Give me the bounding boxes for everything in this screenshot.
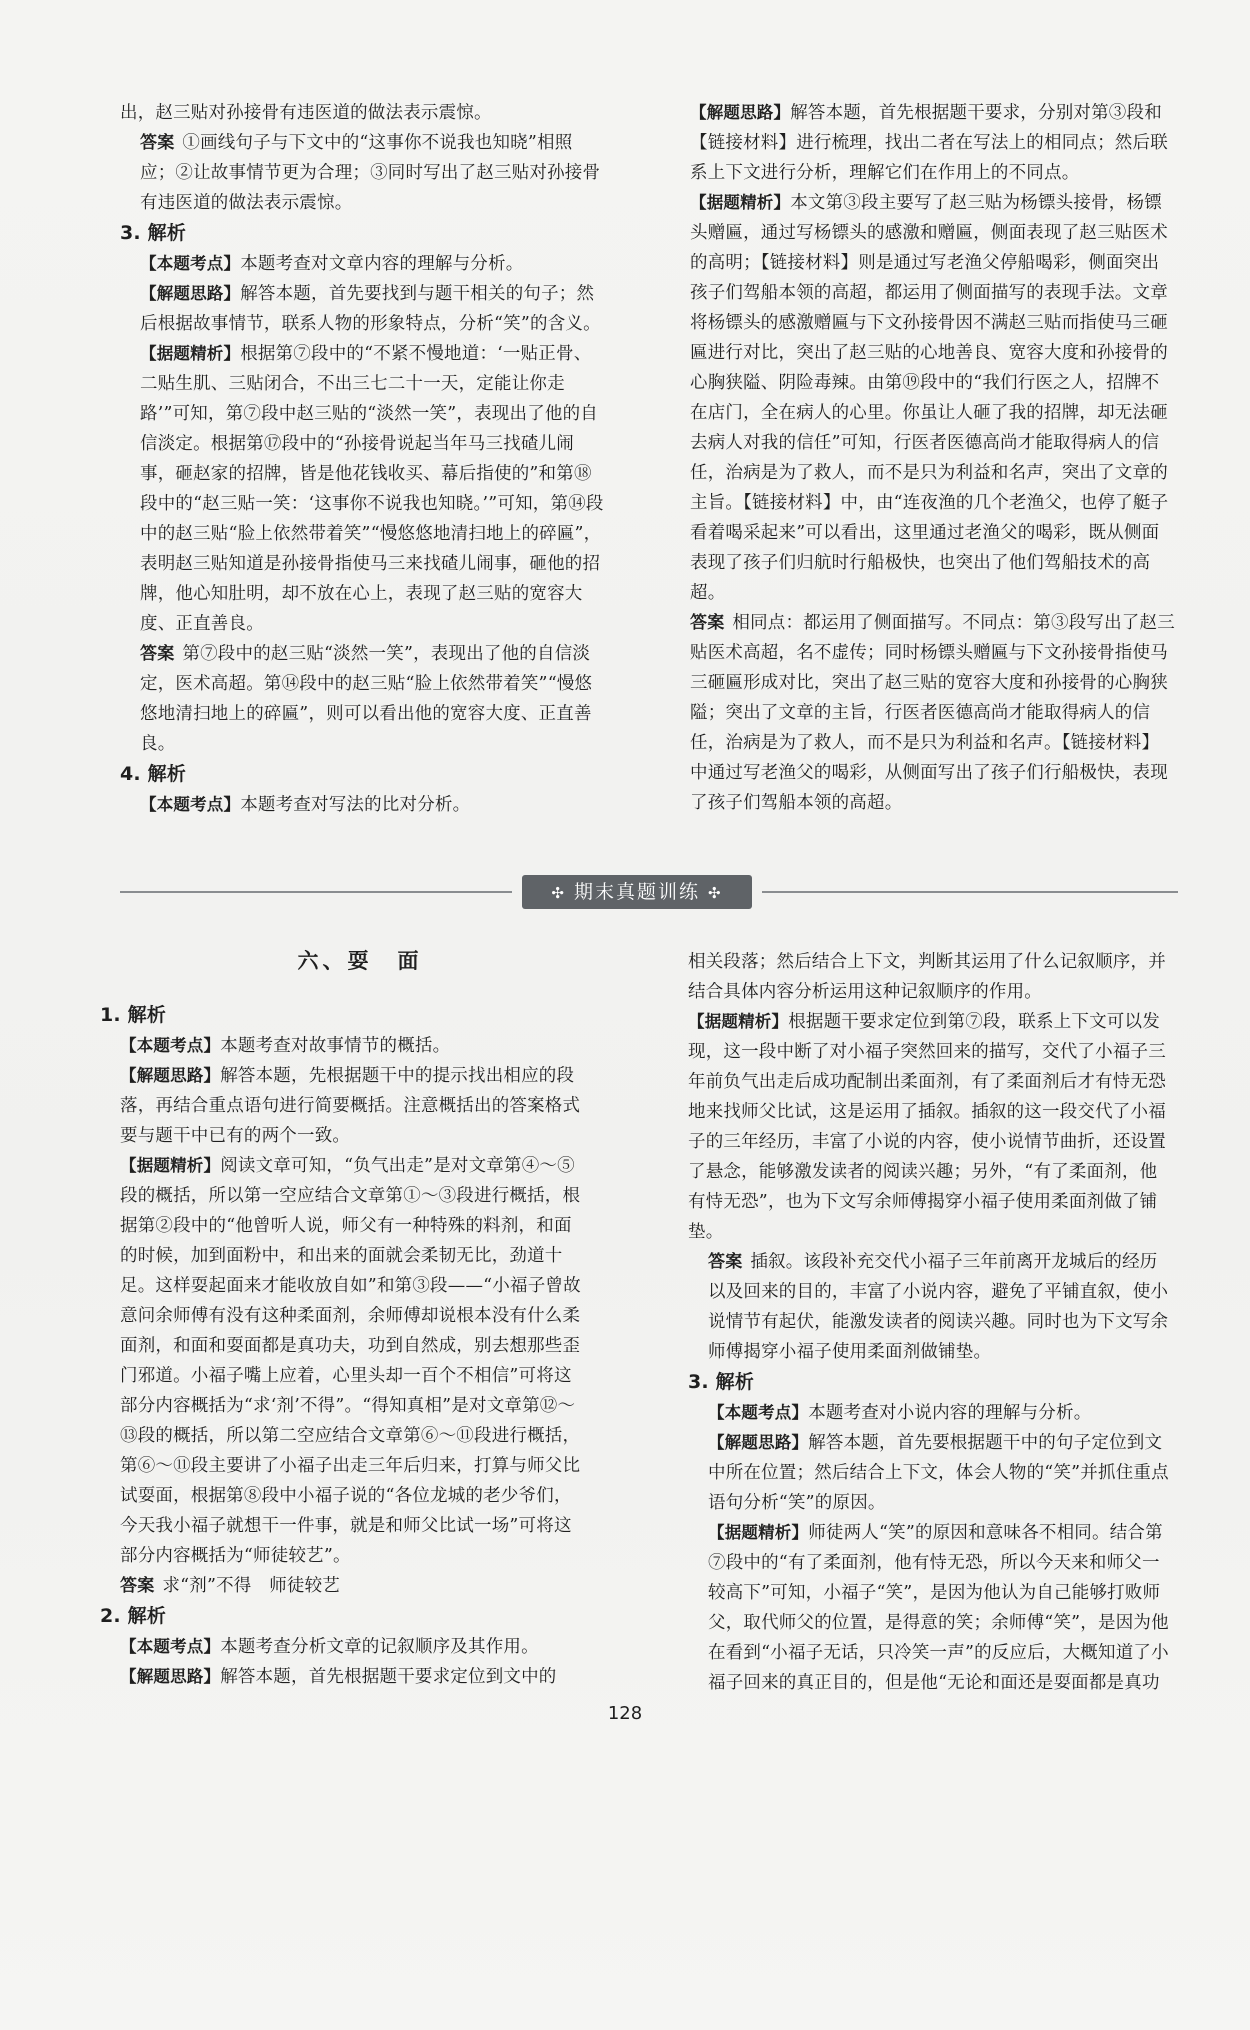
- jingxi-text: 本文第③段主要写了赵三贴为杨镖头接骨，杨镖头赠匾，通过写杨镖头的感激和赠匾，侧面表现了赵三贴医术的高明；【链接材料】则是通过写老渔父停船喝彩，侧面突出孩子们驾船本领的高超，都运用了侧面描写的表现手法。文章将杨镖头的感激赠匾与下文孙接骨因不满赵三贴而指使马三砸匾进行对比，突出了赵三贴的心地善良、宽容大度和孙接骨的心胸狭隘、阴险毒辣。由第⑲段中的“我们行医之人，招牌不在店门，全在病人的心里。你虽让人砸了我的招牌，却无法砸去病人对我的信任”可知，行医者医德高尚才能取得病人的信任，治病是为了救人，而不是只为利益和名声，突出了文章的主旨。【链接材料】中，由“连夜渔的几个老渔父，也停了艇子看着喝采起来”可以看出，这里通过老渔父的喝彩，既从侧面表现了孩子们归航时行船极快，也突出了他们驾船技术的高超。: [690, 193, 1169, 603]
- jingxi-block: [120, 339, 606, 639]
- kaodian-block: [100, 1632, 586, 1662]
- answer-text: ①画线句子与下文中的“这事你不说我也知晓”相照应；②让故事情节更为合理；③同时写出了赵三贴对孙接骨有违医道的做法表示震惊。: [140, 133, 601, 213]
- silu-text: 解答本题，首先要找到与题干相关的句子；然后根据故事情节，联系人物的形象特点，分析“笑”的含义。: [140, 284, 601, 334]
- silu-text: 解答本题，先根据题干中的提示找出相应的段落，再结合重点语句进行简要概括。注意概括出的答案格式要与题干中已有的两个一致。: [120, 1066, 581, 1146]
- answer-block: [688, 1247, 1174, 1367]
- silu-block: [120, 279, 606, 339]
- kaodian-block: [100, 1031, 586, 1061]
- answer-label: 答案: [120, 1576, 155, 1596]
- page-number: 128: [607, 1703, 643, 1724]
- jingxi-block: [100, 1151, 586, 1571]
- jingxi-tag: 【据题精析】: [708, 1523, 809, 1542]
- silu-tag: 【解题思路】: [708, 1433, 809, 1452]
- kaodian-text: 本题考查对文章内容的理解与分析。: [240, 254, 524, 274]
- answer-label: 答案: [140, 644, 175, 664]
- banner-label: 期末真题训练: [573, 881, 700, 903]
- jingxi-text: 师徒两人“笑”的原因和意味各不相同。结合第⑦段中的“有了柔面剂，他有恃无恐，所以今天来和师父一较高下”可知，小福子“笑”，是因为他认为自己能够打败师父，取代师父的位置，是得意的笑；余师傅“笑”，是因为他在看到“小福子无话，只冷笑一声”的反应后，大概知道了小福子回来的真正目的，但是他“无论和面还是耍面都是真功: [708, 1523, 1169, 1693]
- sparkle-icon: ✣: [551, 884, 566, 902]
- kaodian-text: 本题考查对故事情节的概括。: [220, 1036, 451, 1056]
- question-heading: 1. 解析: [100, 1004, 167, 1026]
- answer-label: 答案: [708, 1252, 743, 1272]
- jingxi-tag: 【据题精析】: [140, 344, 241, 363]
- top-right-column: [690, 98, 1176, 818]
- kaodian-tag: 【本题考点】: [708, 1403, 809, 1422]
- banner-rule-left: [120, 891, 512, 893]
- kaodian-text: 本题考查对写法的比对分析。: [240, 795, 471, 815]
- sparkle-icon: ✣: [708, 884, 723, 902]
- kaodian-tag: 【本题考点】: [120, 1036, 221, 1055]
- bottom-left-column: [100, 1000, 586, 1692]
- kaodian-text: 本题考查分析文章的记叙顺序及其作用。: [220, 1637, 539, 1657]
- silu-block: [100, 1662, 586, 1692]
- jingxi-block: [688, 1518, 1174, 1698]
- silu-block: [100, 1061, 586, 1151]
- top-left-column: [120, 98, 606, 820]
- jingxi-tag: 【据题精析】: [120, 1156, 221, 1175]
- silu-text: 解答本题，首先根据题干要求定位到文中的: [220, 1667, 557, 1687]
- jingxi-text: 阅读文章可知，“负气出走”是对文章第④～⑤段的概括，所以第一空应结合文章第①～③段进行概括，根据第②段中的“他曾听人说，师父有一种特殊的料剂，和面的时候，加到面粉中，和出来的面就会柔韧无比，劲道十足。这样耍起面来才能收放自如”和第③段——“小福子曾故意问余师傅有没有这种柔面剂，余师傅却说根本没有什么柔面剂，和面和耍面都是真功夫，功到自然成，别去想那些歪门邪道。小福子嘴上应着，心里头却一百个不相信”可将这部分内容概括为“求‘剂’不得”。“得知真相”是对文章第⑫～⑬段的概括，所以第二空应结合文章第⑥～⑪段进行概括，第⑥～⑪段主要讲了小福子出走三年后归来，打算与师父比试耍面，根据第⑧段中小福子说的“各位龙城的老少爷们，今天我小福子就想干一件事，就是和师父比试一场”可将这部分内容概括为“师徒较艺”。: [120, 1156, 581, 1566]
- answer-label: 答案: [690, 613, 725, 633]
- section-title: 六、耍 面: [297, 948, 423, 973]
- silu-block: [688, 1428, 1174, 1518]
- question-heading: 4. 解析: [120, 763, 187, 785]
- continuation-line: 出，赵三贴对孙接骨有违医道的做法表示震惊。: [120, 103, 492, 123]
- silu-tag: 【解题思路】: [120, 1667, 221, 1686]
- answer-block: [120, 128, 606, 218]
- silu-text: 解答本题，首先根据题干要求，分别对第③段和【链接材料】进行梳理，找出二者在写法上的相同点；然后联系上下文进行分析，理解它们在作用上的不同点。: [690, 103, 1168, 183]
- kaodian-tag: 【本题考点】: [120, 1637, 221, 1656]
- jingxi-block: [690, 188, 1176, 608]
- answer-label: 答案: [140, 133, 175, 153]
- question-heading: 2. 解析: [100, 1605, 167, 1627]
- answer-block: [690, 608, 1176, 818]
- kaodian-block: [120, 790, 606, 820]
- jingxi-tag: 【据题精析】: [690, 193, 791, 212]
- answer-block: [120, 639, 606, 759]
- question-heading: 3. 解析: [688, 1371, 755, 1393]
- jingxi-text: 根据第⑦段中的“不紧不慢地道：‘一贴正骨、二贴生肌、三贴闭合，不出三七二十一天，定能让你走路’”可知，第⑦段中赵三贴的“淡然一笑”，表现出了他的自信淡定。根据第⑰段中的“孙接骨说起当年马三找碴儿闹事，砸赵家的招牌，皆是他花钱收买、幕后指使的”和第⑱段中的“赵三贴一笑：‘这事你不说我也知晓。’”可知，第⑭段中的赵三贴“脸上依然带着笑”“慢悠悠地清扫地上的碎匾”，表明赵三贴知道是孙接骨指使马三来找碴儿闹事，砸他的招牌，他心知肚明，却不放在心上，表现了赵三贴的宽容大度、正直善良。: [140, 344, 604, 634]
- kaodian-block: [688, 1398, 1174, 1428]
- banner-rule-right: [762, 891, 1178, 893]
- silu-tag: 【解题思路】: [690, 103, 791, 122]
- kaodian-block: [120, 249, 606, 279]
- kaodian-tag: 【本题考点】: [140, 254, 241, 273]
- silu-text: 解答本题，首先要根据题干中的句子定位到文中所在位置；然后结合上下文，体会人物的“笑”并抓住重点语句分析“笑”的原因。: [708, 1433, 1169, 1513]
- jingxi-tag: 【据题精析】: [688, 1012, 789, 1031]
- answer-text: 插叙。该段补充交代小福子三年前离开龙城后的经历以及回来的目的，丰富了小说内容，避免了平铺直叙，使小说情节有起伏，能激发读者的阅读兴趣。同时也为下文写余师傅揭穿小福子使用柔面剂做铺垫。: [708, 1252, 1169, 1362]
- bottom-right-column: [688, 947, 1174, 1698]
- kaodian-text: 本题考查对小说内容的理解与分析。: [808, 1403, 1092, 1423]
- kaodian-tag: 【本题考点】: [140, 795, 241, 814]
- answer-block: [100, 1571, 586, 1601]
- jingxi-block: [688, 1007, 1174, 1247]
- answer-text: 第⑦段中的赵三贴“淡然一笑”，表现出了他的自信淡定，医术高超。第⑭段中的赵三贴“脸上依然带着笑”“慢悠悠地清扫地上的碎匾”，则可以看出他的宽容大度、正直善良。: [140, 644, 593, 754]
- jingxi-text: 根据题干要求定位到第⑦段，联系上下文可以发现，这一段中断了对小福子突然回来的描写，交代了小福子三年前负气出走后成功配制出柔面剂，有了柔面剂后才有恃无恐地来找师父比试，这是运用了插叙。插叙的这一段交代了小福子的三年经历，丰富了小说的内容，使小说情节曲折，还设置了悬念，能够激发读者的阅读兴趣；另外，“有了柔面剂，他有恃无恐”，也为下文写余师傅揭穿小福子使用柔面剂做了铺垫。: [688, 1012, 1166, 1242]
- continuation-text: 相关段落；然后结合上下文，判断其运用了什么记叙顺序，并结合具体内容分析运用这种记叙顺序的作用。: [688, 952, 1166, 1002]
- question-heading: 3. 解析: [120, 222, 187, 244]
- silu-tag: 【解题思路】: [120, 1066, 221, 1085]
- answer-text: 相同点：都运用了侧面描写。不同点：第③段写出了赵三贴医术高超，名不虚传；同时杨镖头赠匾与下文孙接骨指使马三砸匾形成对比，突出了赵三贴的宽容大度和孙接骨的心胸狭隘；突出了文章的主旨，行医者医德高尚才能取得病人的信任，治病是为了救人，而不是只为利益和名声。【链接材料】中通过写老渔父的喝彩，从侧面写出了孩子们行船极快，表现了孩子们驾船本领的高超。: [690, 613, 1175, 813]
- answer-text: 求“剂”不得 师徒较艺: [162, 1576, 340, 1596]
- silu-block: [690, 98, 1176, 188]
- silu-tag: 【解题思路】: [140, 284, 241, 303]
- section-banner: [522, 875, 752, 909]
